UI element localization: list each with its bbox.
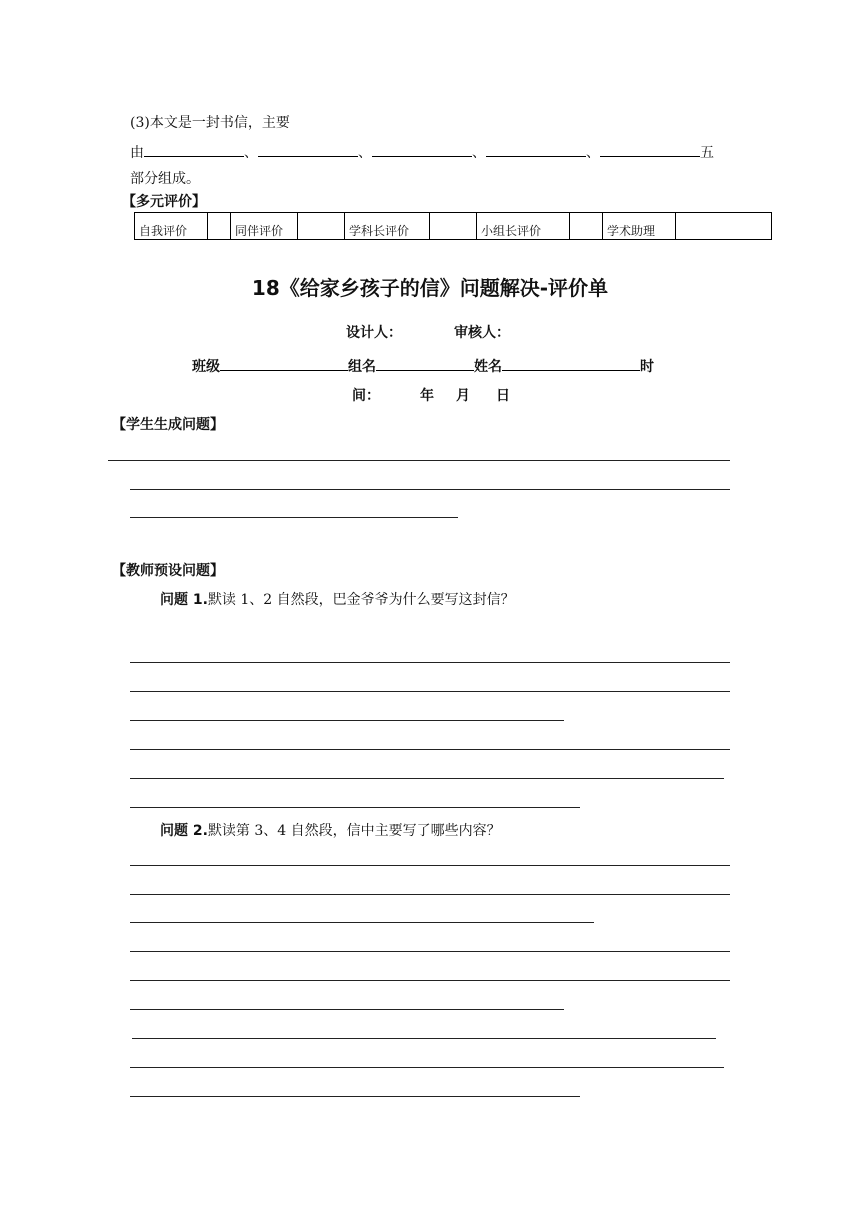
answer-line[interactable] — [130, 662, 730, 663]
sep-4: 、 — [586, 145, 600, 161]
eval-label-assistant: 学术助理 — [603, 213, 676, 240]
eval-label-peer: 同伴评价 — [231, 213, 298, 240]
time-label-2: 间： — [352, 388, 380, 404]
name-label: 姓名 — [474, 359, 502, 375]
student-section-heading: 【学生生成问题】 — [112, 417, 224, 433]
answer-line[interactable] — [130, 778, 724, 779]
name-field[interactable] — [502, 356, 640, 371]
day-label: 日 — [496, 388, 510, 404]
answer-line[interactable] — [130, 980, 730, 981]
answer-line[interactable] — [130, 1096, 580, 1097]
group-field[interactable] — [376, 356, 474, 371]
question-2 — [160, 822, 501, 840]
answer-line[interactable] — [130, 922, 594, 923]
page-title: 18《给家乡孩子的信》问题解决-评价单 — [251, 276, 609, 300]
month-label: 月 — [456, 388, 470, 404]
answer-line[interactable] — [108, 460, 730, 461]
answer-line[interactable] — [130, 951, 730, 952]
answer-line[interactable] — [130, 807, 580, 808]
answer-line[interactable] — [130, 720, 564, 721]
eval-input-self[interactable] — [208, 213, 231, 240]
question-1 — [160, 591, 515, 609]
answer-line[interactable] — [130, 489, 730, 490]
answer-line[interactable] — [130, 517, 458, 518]
question-2-label: 问题 2. — [160, 823, 208, 839]
group-label: 组名 — [348, 359, 376, 375]
sep-3: 、 — [472, 145, 486, 161]
part3-line3: 部分组成。 — [130, 171, 200, 187]
designer-label: 设计人： — [346, 325, 402, 341]
blank-2[interactable] — [258, 142, 358, 157]
evaluation-heading: 【多元评价】 — [122, 194, 206, 210]
answer-line[interactable] — [130, 1009, 564, 1010]
info-row — [192, 356, 654, 376]
class-label: 班级 — [192, 359, 220, 375]
you-text: 由 — [130, 145, 144, 161]
answer-line[interactable] — [130, 1067, 724, 1068]
teacher-section-heading: 【教师预设问题】 — [112, 563, 224, 579]
evaluation-table — [134, 212, 772, 240]
eval-input-subject[interactable] — [430, 213, 477, 240]
reviewer-label: 审核人： — [454, 325, 510, 341]
question-1-label: 问题 1. — [160, 592, 208, 608]
sep-1: 、 — [244, 145, 258, 161]
answer-line[interactable] — [130, 749, 730, 750]
answer-line[interactable] — [130, 691, 730, 692]
class-field[interactable] — [220, 356, 348, 371]
blank-4[interactable] — [486, 142, 586, 157]
answer-line[interactable] — [132, 1038, 716, 1039]
eval-label-group: 小组长评价 — [477, 213, 570, 240]
eval-input-assistant[interactable] — [676, 213, 772, 240]
time-label-1: 时 — [640, 359, 654, 375]
question-2-text: 默读第 3、4 自然段，信中主要写了哪些内容？ — [207, 823, 501, 839]
eval-label-self: 自我评价 — [135, 213, 208, 240]
eval-input-peer[interactable] — [298, 213, 345, 240]
blank-1[interactable] — [144, 142, 244, 157]
part3-line2 — [130, 142, 714, 162]
blank-3[interactable] — [372, 142, 472, 157]
sep-2: 、 — [358, 145, 372, 161]
question-1-text: 默读 1、2 自然段，巴金爷爷为什么要写这封信？ — [207, 592, 515, 608]
answer-line[interactable] — [130, 865, 730, 866]
wu-text: 五 — [700, 145, 714, 161]
eval-input-group[interactable] — [570, 213, 603, 240]
year-label: 年 — [420, 388, 434, 404]
eval-label-subject: 学科长评价 — [345, 213, 430, 240]
part3-line1: (3)本文是一封书信，主要 — [130, 115, 290, 131]
answer-line[interactable] — [130, 894, 730, 895]
blank-5[interactable] — [600, 142, 700, 157]
